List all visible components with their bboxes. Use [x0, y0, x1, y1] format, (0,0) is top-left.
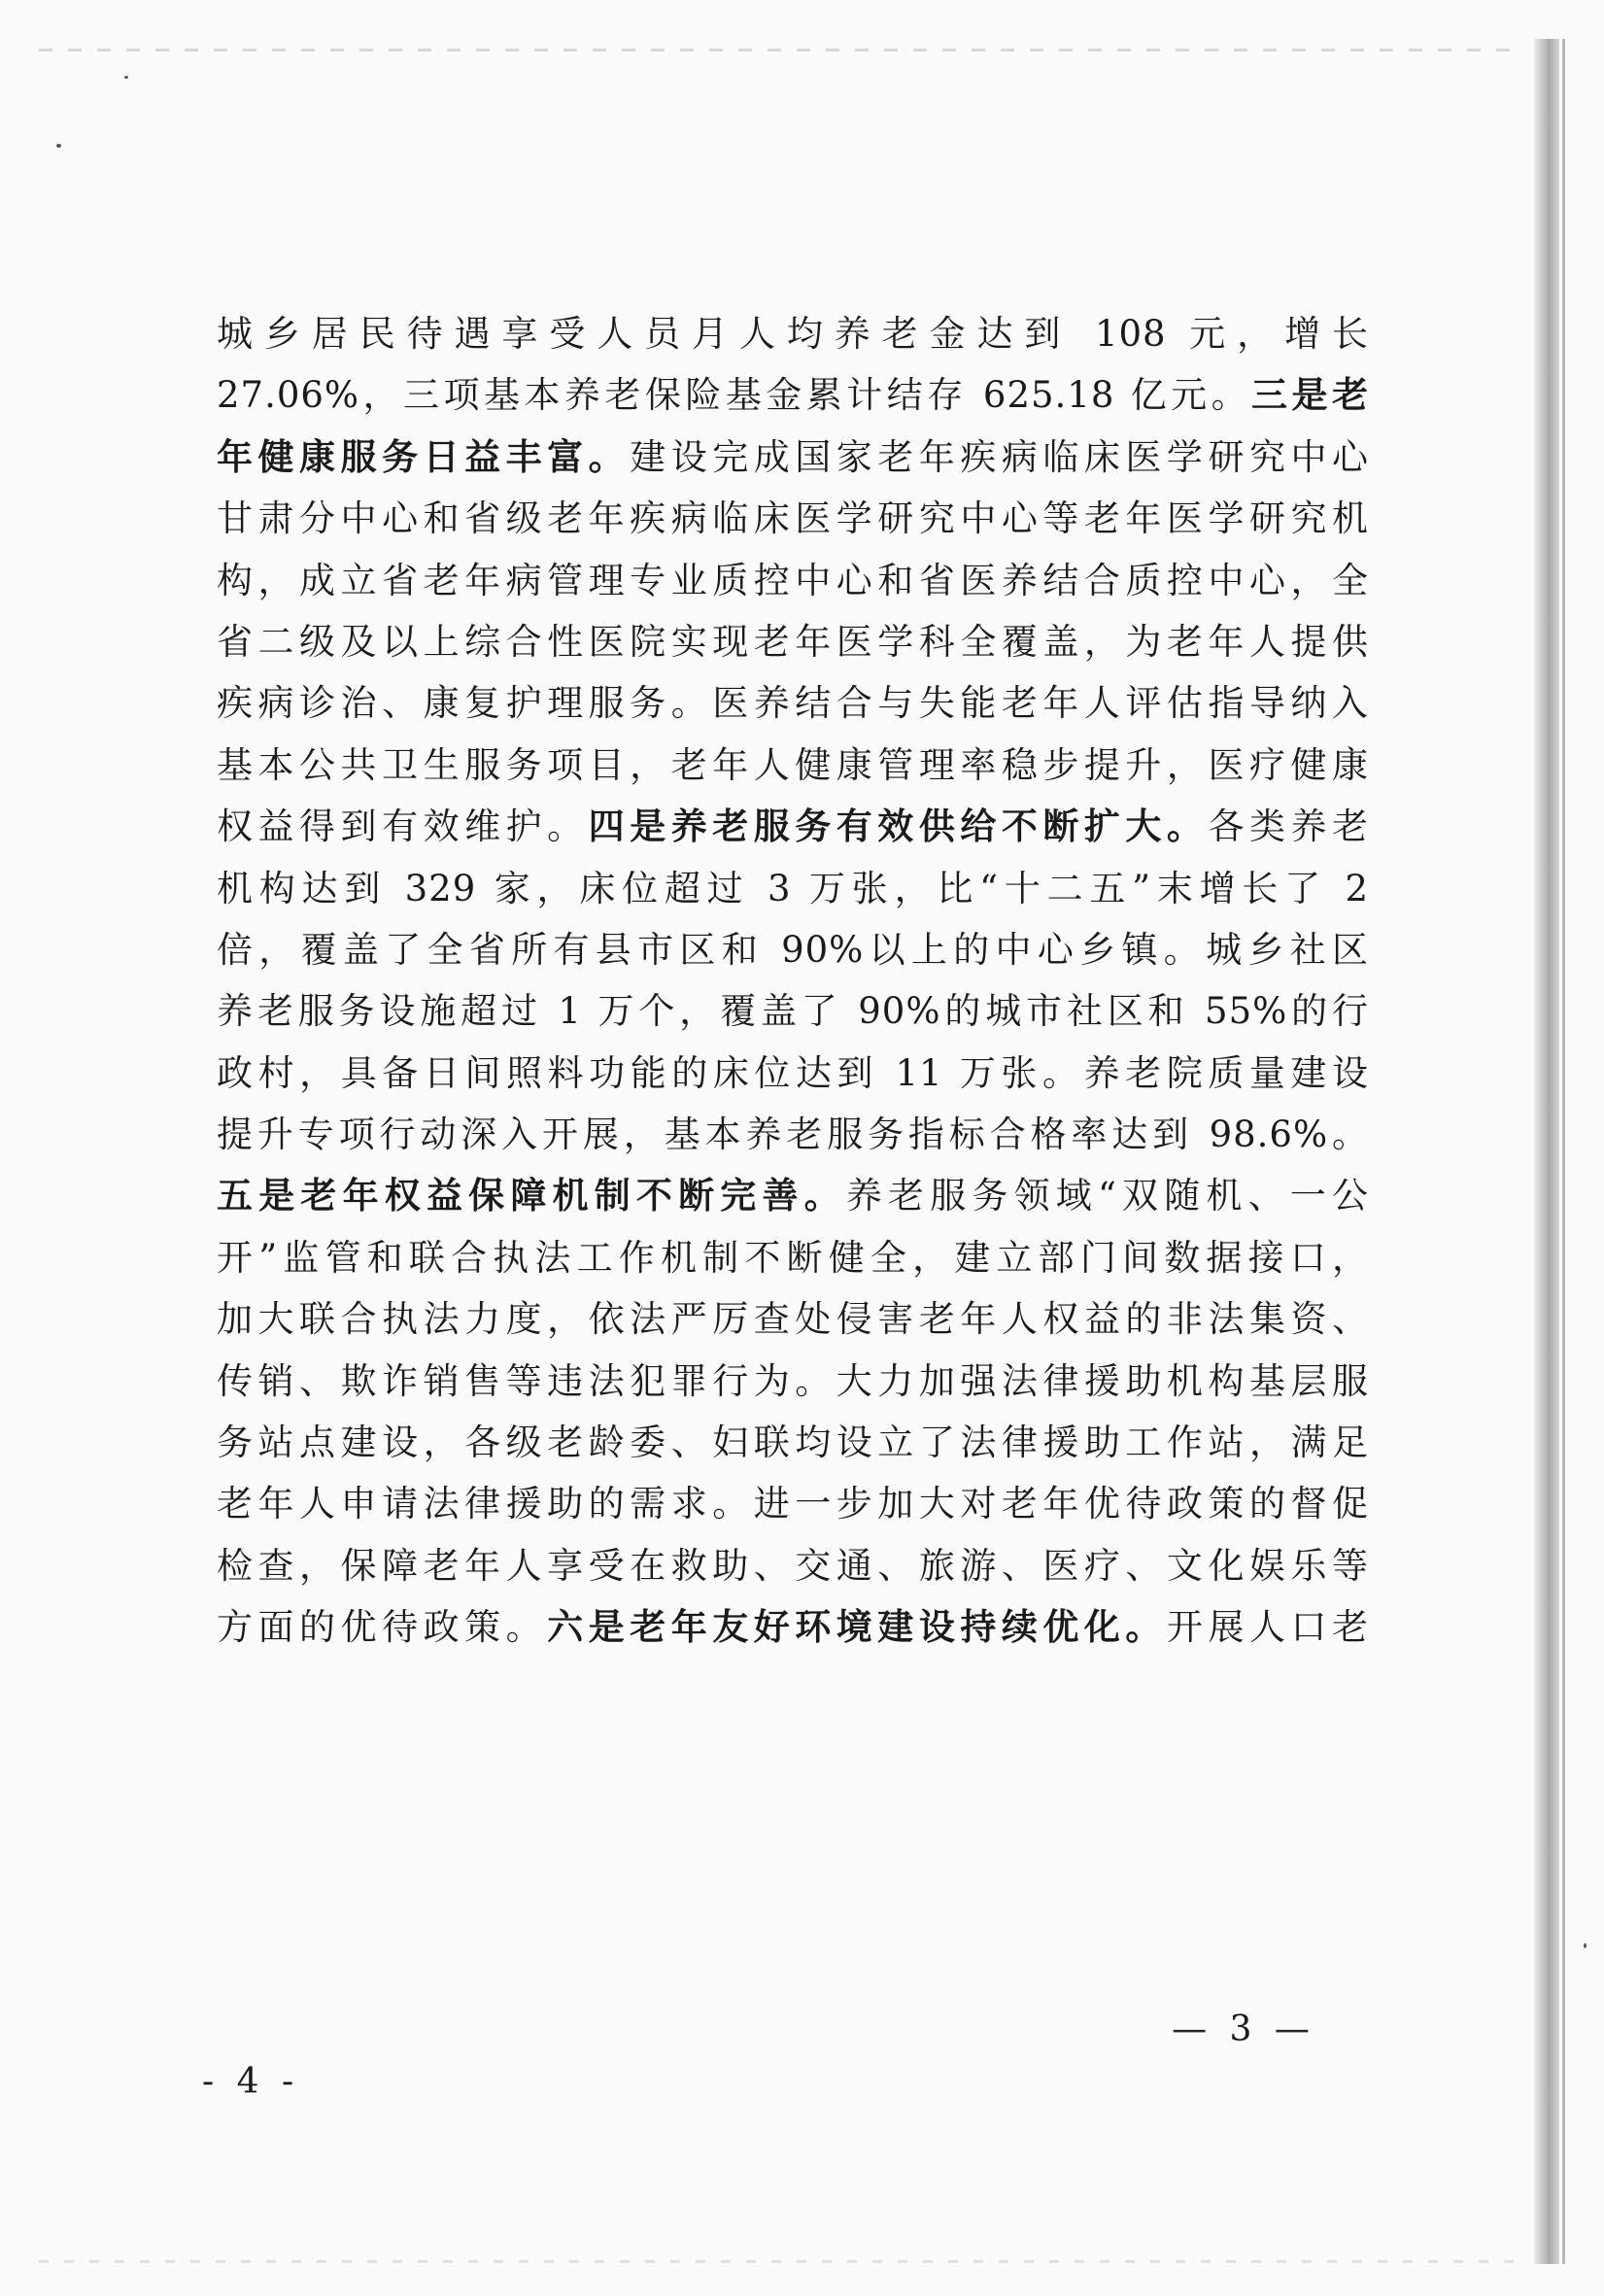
text-line: [217, 611, 1369, 672]
scan-speck: [56, 144, 61, 148]
scan-speck: [124, 76, 128, 79]
text-line: [217, 1351, 1369, 1412]
text-segment: 养老服务设施超过 1 万个，覆盖了 90%的城市社区和 55%的行: [217, 990, 1369, 1033]
text-segment: 加大联合执法力度，依法严厉查处侵害老年人权益的非法集资、: [217, 1298, 1369, 1341]
text-line: [217, 919, 1369, 980]
text-line: [217, 1473, 1369, 1534]
text-line: [217, 1227, 1369, 1288]
text-line: [217, 1165, 1369, 1226]
scan-bottom-artifact: [39, 2260, 1516, 2263]
scan-binding-edge: [1534, 39, 1559, 2264]
text-line: [217, 735, 1369, 796]
text-segment: 开展人口老: [1166, 1606, 1370, 1649]
text-segment: 疾病诊治、康复护理服务。医养结合与失能老年人评估指导纳入: [217, 682, 1369, 725]
text-line: [217, 427, 1369, 488]
bold-heading-segment: 四是养老服务有效供给不断扩大。: [588, 805, 1209, 848]
body-text: [217, 303, 1369, 1984]
text-line: [217, 1288, 1369, 1350]
text-segment: 甘肃分中心和省级老年疾病临床医学研究中心等老年医学研究机: [217, 497, 1369, 540]
text-segment: 老年人申请法律援助的需求。进一步加大对老年优待政策的督促: [217, 1483, 1369, 1525]
text-segment: 机构达到 329 家，床位超过 3 万张，比“十二五”末增长了 2: [217, 867, 1369, 909]
text-line: [217, 1596, 1369, 1658]
text-segment: 传销、欺诈销售等违法犯罪行为。大力加强法律援助机构基层服: [217, 1359, 1369, 1402]
text-segment: 务站点建设，各级老龄委、妇联均设立了法律援助工作站，满足: [217, 1422, 1369, 1464]
scan-edge-line: [1562, 39, 1565, 2264]
text-segment: 27.06%，三项基本养老保险基金累计结存 625.18 亿元。: [217, 374, 1252, 417]
text-segment: 政村，具备日间照料功能的床位达到 11 万张。养老院质量建设: [217, 1051, 1369, 1094]
text-line: [217, 1535, 1369, 1596]
text-line: [217, 1412, 1369, 1473]
text-segment: 养老服务领域“双随机、一公: [845, 1175, 1370, 1217]
text-segment: 省二级及以上综合性医院实现老年医学科全覆盖，为老年人提供: [217, 620, 1369, 663]
text-line: [217, 796, 1369, 857]
text-segment: 提升专项行动深入开展，基本养老服务指标合格率达到 98.6%。: [217, 1114, 1369, 1156]
text-segment: 权益得到有效维护。: [217, 805, 589, 848]
page-number-right: — 3 —: [1172, 2009, 1315, 2049]
text-segment: 方面的优待政策。: [217, 1606, 548, 1649]
text-line: [217, 1043, 1369, 1104]
text-segment: 开”监管和联合执法工作机制不断健全，建立部门间数据接口，: [217, 1236, 1369, 1279]
text-segment: 倍，覆盖了全省所有县市区和 90%以上的中心乡镇。城乡社区: [217, 928, 1369, 971]
text-segment: 检查，保障老年人享受在救助、交通、旅游、医疗、文化娱乐等: [217, 1544, 1369, 1587]
text-line: [217, 488, 1369, 549]
text-line: [217, 672, 1369, 734]
text-line: [217, 303, 1369, 364]
bold-heading-segment: 六是老年友好环境建设持续优化。: [547, 1606, 1167, 1649]
text-line: [217, 364, 1369, 426]
text-segment: 基本公共卫生服务项目，老年人健康管理率稳步提升，医疗健康: [217, 743, 1369, 786]
page-number-left: - 4 -: [202, 2062, 300, 2102]
scan-speck: [1584, 1943, 1587, 1948]
text-line: [217, 980, 1369, 1042]
bold-heading-segment: 年健康服务日益丰富。: [217, 435, 631, 478]
scan-top-artifact: [39, 49, 1516, 51]
text-line: [217, 858, 1369, 919]
bold-heading-segment: 三是老: [1251, 374, 1369, 417]
text-segment: 各类养老: [1208, 805, 1370, 848]
text-segment: 城乡居民待遇享受人员月人均养老金达到 108 元，增长: [217, 313, 1369, 355]
text-segment: 建设完成国家老年疾病临床医学研究中心: [630, 435, 1370, 478]
bold-heading-segment: 五是老年权益保障机制不断完善。: [217, 1175, 846, 1217]
text-line: [217, 1104, 1369, 1165]
text-line: [217, 550, 1369, 611]
text-segment: 构，成立省老年病管理专业质控中心和省医养结合质控中心，全: [217, 559, 1369, 601]
